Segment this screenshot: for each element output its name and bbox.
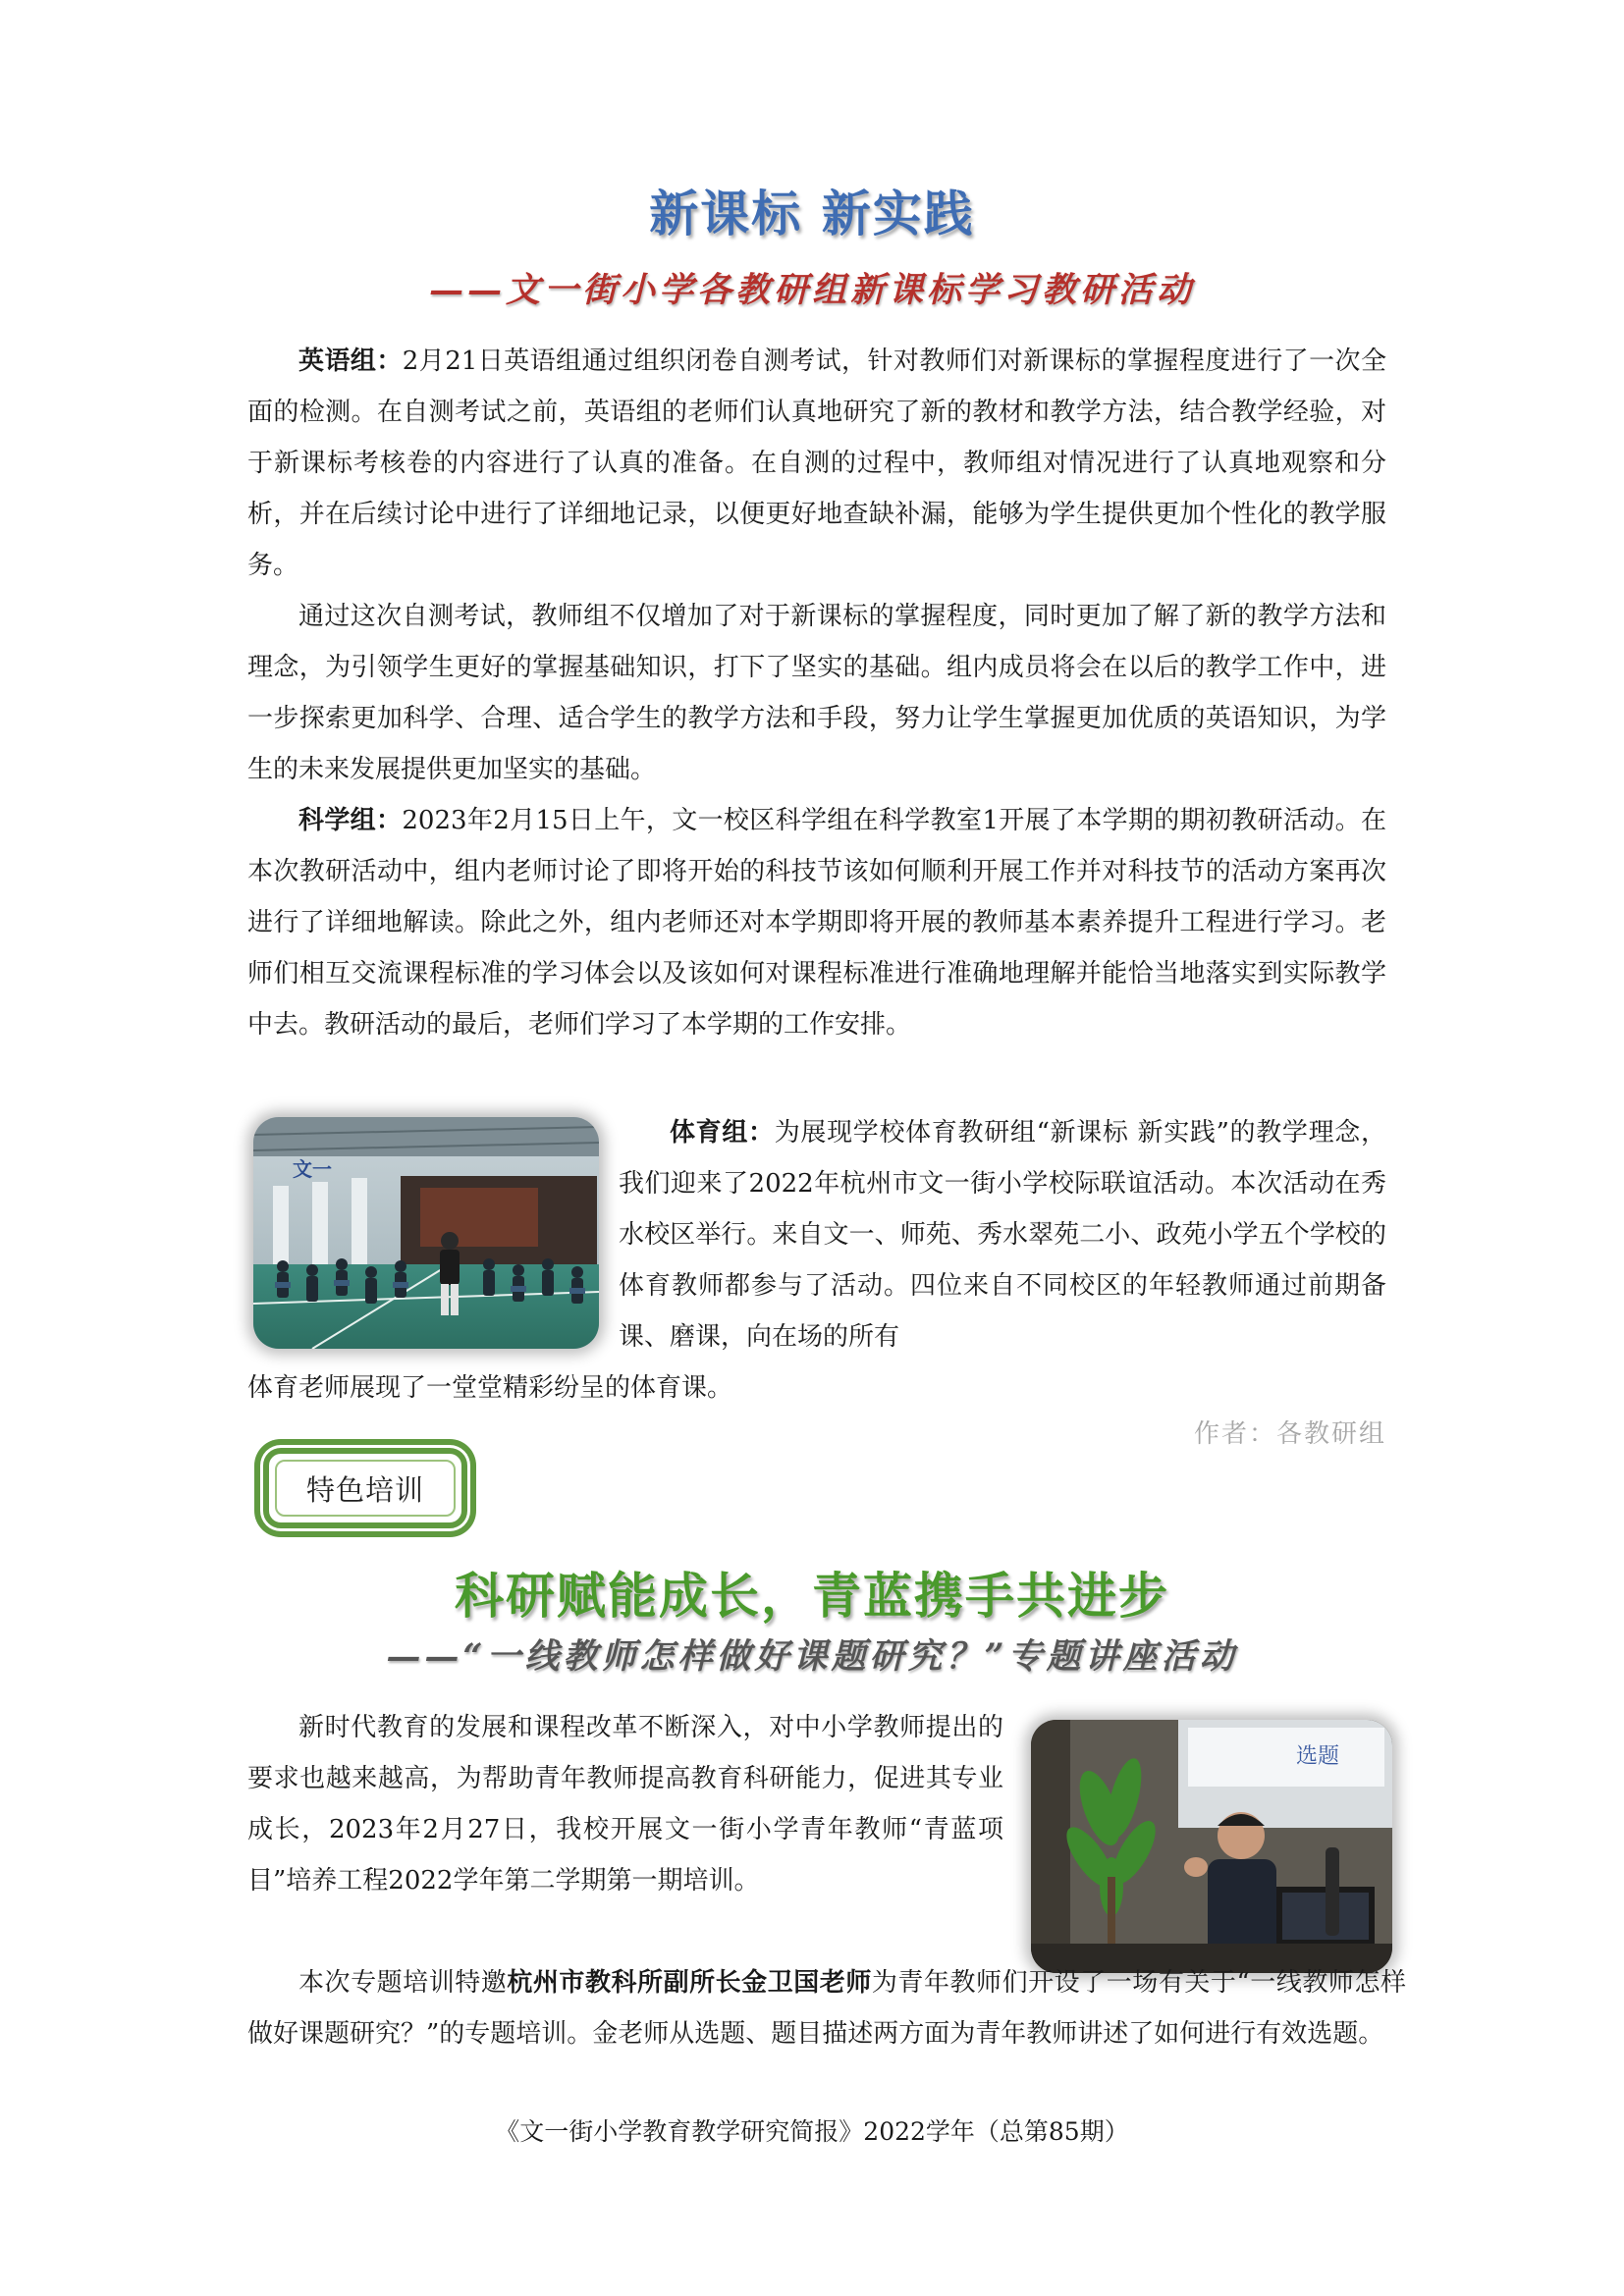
feature-training-badge — [263, 1448, 467, 1528]
feature-training-label: 特色培训 — [275, 1460, 456, 1517]
slide-text: 选题 — [1296, 1744, 1340, 1769]
science-paragraph — [247, 795, 1386, 1050]
article-body — [247, 336, 1386, 1050]
pe-text-2: 体育老师展现了一堂堂精彩纷呈的体育课。 — [247, 1373, 733, 1403]
training-text-2-before: 本次专题培训特邀 — [298, 1968, 508, 1998]
pe-paragraph — [619, 1107, 1386, 1362]
pe-paragraph-continued — [247, 1362, 1386, 1414]
pe-group-label: 体育组： — [670, 1118, 775, 1148]
training-text-2 — [247, 1957, 1406, 2059]
lecture-photo — [1031, 1720, 1392, 1973]
training-paragraph-1 — [247, 1702, 1003, 1906]
english-paragraph-1 — [247, 336, 1386, 591]
pe-paragraph-text — [619, 1107, 1386, 1362]
pe-activity-photo — [253, 1117, 599, 1349]
training-text-1: 新时代教育的发展和课程改革不断深入，对中小学教师提出的要求也越来越高，为帮助青年教师提高教育科研能力，促进其专业成长，2023年2月27日，我校开展文一街小学青年教师“青蓝项目”培养工程2022学年第二学期第一期培训。 — [247, 1713, 1003, 1896]
english-group-label: 英语组： — [298, 347, 403, 376]
science-text: 2023年2月15日上午，文一校区科学组在科学教室1开展了本学期的期初教研活动。在本次教研活动中，组内老师讨论了即将开始的科技节该如何顺利开展工作并对科技节的活动方案再次进行了详细地解读。除此之外，组内老师还对本学期即将开展的教师基本素养提升工程进行学习。老师们相互交流课程标准的学习体会以及该如何对课程标准进行准确地理解并能恰当地落实到实际教学中去。教研活动的最后，老师们学习了本学期的工作安排。 — [247, 806, 1386, 1040]
author-credit: 作者：各教研组 — [1193, 1419, 1386, 1449]
article-subtitle: ——文一街小学各教研组新课标学习教研活动 — [428, 270, 1195, 310]
article2-subtitle: ——“一线教师怎样做好课题研究？”专题讲座活动 — [386, 1636, 1238, 1677]
gym-banner-text: 文一 — [293, 1157, 332, 1181]
english-text-1: 2月21日英语组通过组织闭卷自测考试，针对教师们对新课标的掌握程度进行了一次全面的检测。在自测考试之前，英语组的老师们认真地研究了新的教材和教学方法，结合教学经验，对于新课标考核卷的内容进行了认真的准备。在自测的过程中，教师组对情况进行了认真地观察和分析，并在后续讨论中进行了详细地记录，以便更好地查缺补漏，能够为学生提供更加个性化的教学服务。 — [247, 347, 1386, 580]
publication-footer: 《文一街小学教育教学研究简报》2022学年（总第85期） — [495, 2117, 1129, 2146]
english-paragraph-2: 通过这次自测考试，教师组不仅增加了对于新课标的掌握程度，同时更加了解了新的教学方法和理念，为引领学生更好的掌握基础知识，打下了坚实的基础。组内成员将会在以后的教学工作中，进一步探索更加科学、合理、适合学生的教学方法和手段，努力让学生掌握更加优质的英语知识，为学生的未来发展提供更加坚实的基础。 — [247, 602, 1386, 784]
lecturer-name: 杭州市教科所副所长金卫国老师 — [507, 1968, 872, 1998]
training-paragraph-2 — [247, 1957, 1406, 2059]
science-group-label: 科学组： — [298, 806, 403, 835]
article2-title: 科研赋能成长，青蓝携手共进步 — [455, 1568, 1169, 1625]
pe-text-1: 为展现学校体育教研组“新课标 新实践”的教学理念，我们迎来了2022年杭州市文一街小学校际联谊活动。本次活动在秀水校区举行。来自文一、师苑、秀水翠苑二小、政苑小学五个学校的体育教师都参与了活动。四位来自不同校区的年轻教师通过前期备课、磨课，向在场的所有 — [619, 1118, 1386, 1352]
article-title: 新课标 新实践 — [649, 186, 975, 242]
training-text-2-after: 为青年教师们开设了一场有关于“一线教师怎样做好课题研究？”的专题培训。金老师从选题、题目描述两方面为青年教师讲述了如何进行有效选题。 — [247, 1968, 1406, 2049]
